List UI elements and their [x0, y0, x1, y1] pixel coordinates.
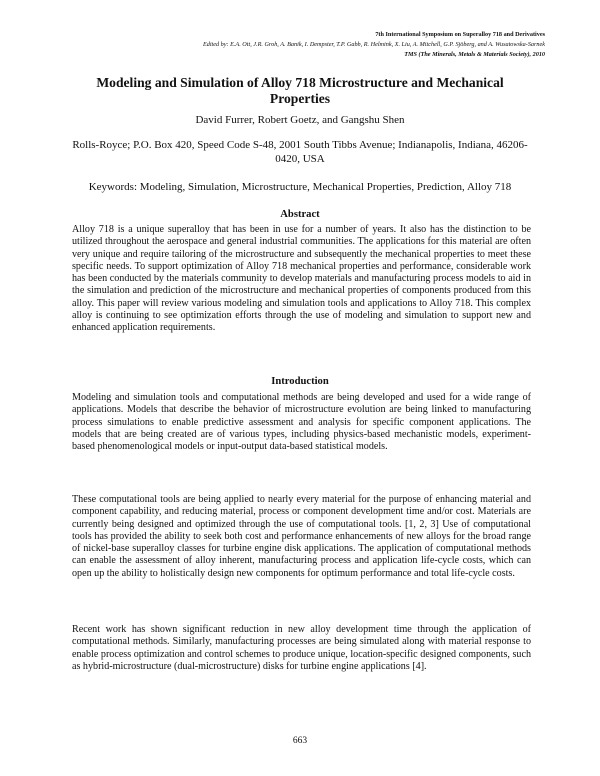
- authors: David Furrer, Robert Goetz, and Gangshu Shen: [195, 114, 405, 126]
- abstract-text: Alloy 718 is a unique superalloy that has been in use for a number of years. It also has the distinction to be utilized throughout the aerospace and general industrial communities. The applications for this material are often very unique and require tailoring of the microstructure and subsequently the mechanical properties to meet these specific needs. To support optimization of Alloy 718 mechanical properties and performance, considerable work has been conducted by the materials community to develop materials and manufacturing process models to aid in the simulation and prediction of the microstructure and mechanical properties of components produced from this alloy. This paper will review various modeling and simulation tools and applications to Alloy 718. This complex alloy is continuing to see optimization efforts through the use of modeling and simulation to support new and enhanced application requirements.: [72, 224, 531, 334]
- keywords: Keywords: Modeling, Simulation, Microstructure, Mechanical Properties, Prediction, Alloy 718: [88, 181, 512, 193]
- page-number: 663: [292, 736, 308, 746]
- intro-paragraph-3: Recent work has shown significant reduction in new alloy development time through the application of computational methods. Similarly, manufacturing processes are being simulated along with material response to enable process optimization and control schemes to produce unique, location-specific designed components, such as hybrid-microstructure (dual-microstructure) disks for turbine engine applications [4].: [72, 624, 531, 672]
- intro-paragraph-2: These computational tools are being applied to nearly every material for the purpose of enhancing material and component capability, and reducing material, process or component development time and/or cost. Materials are currently being designed and optimized through the use of computational tools. [1, 2, 3] Use of computational tools has provided the ability to seek both cost and performance enhancements of new alloys for the broad range of nickel-base superalloy classes for turbine engine disk applications. The application of computational methods can enable the assessment of alloy inherent, manufacturing process and application life-cycle costs, which can open up the ability to holistically design new components for optimum performance and total life-cycle costs.: [72, 494, 531, 579]
- symposium-header: 7th International Symposium on Superalloy 718 and Derivatives: [375, 31, 545, 38]
- abstract-heading: Abstract: [280, 209, 320, 220]
- paper-title: Modeling and Simulation of Alloy 718 Microstructure and Mechanical Properties: [96, 75, 504, 106]
- introduction-heading: Introduction: [271, 376, 329, 387]
- publisher-header: TMS (The Minerals, Metals & Materials Society), 2010: [404, 51, 545, 58]
- affiliation: Rolls-Royce; P.O. Box 420, Speed Code S-48, 2001 South Tibbs Avenue; Indianapolis, Indiana, 46206-0420, USA: [72, 139, 528, 165]
- editors-header: Edited by: E.A. Ott, J.R. Groh, A. Banik, I. Dempster, T.P. Gabb, R. Helmink, X. Liu, A. Mitchell, G.P. Sjöberg, and A. Wusatowska-Sarnek: [202, 41, 545, 48]
- intro-paragraph-1: Modeling and simulation tools and computational methods are being developed and used for a wide range of applications. Models that describe the behavior of microstructure evolution are being linked to manufacturing process simulations to enable predictive assessment and analysis for specific component applications. The models that are being created are of various types, including physics-based mechanistic models, experiment-based phenomenological models or input-output data-based statistical models.: [72, 392, 531, 453]
